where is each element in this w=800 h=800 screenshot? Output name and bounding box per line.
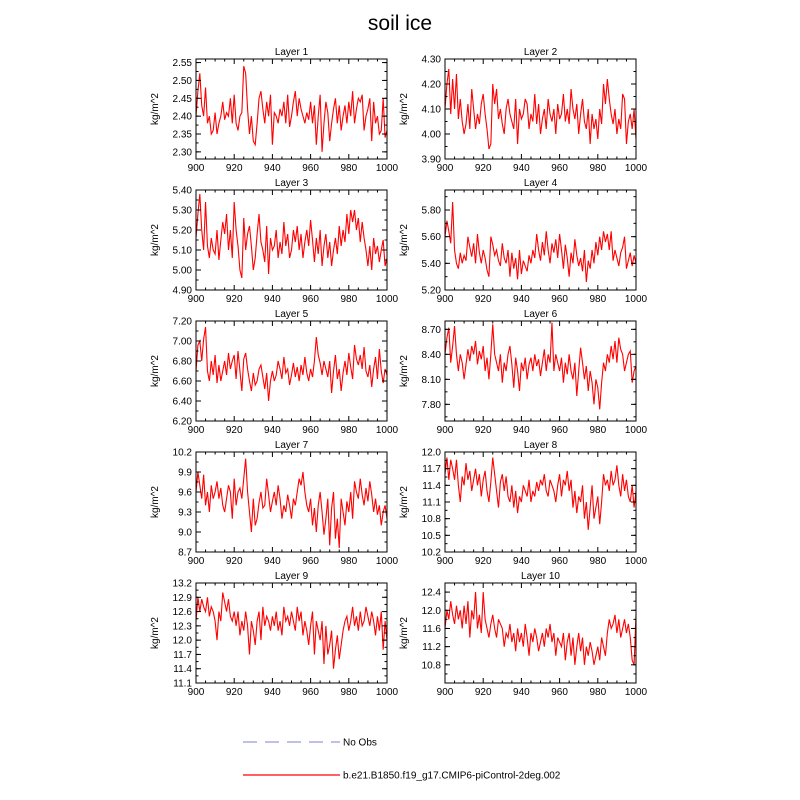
- x-tick-label: 960: [302, 687, 319, 698]
- chart-panel-6: [399, 309, 648, 436]
- y-tick-label: 11.2: [422, 642, 441, 654]
- chart-panel-8: [399, 440, 648, 567]
- y-tick-label: 5.10: [172, 245, 192, 257]
- x-tick-label: 1000: [375, 556, 399, 567]
- y-axis-label: kg/m^2: [150, 93, 161, 125]
- x-tick-label: 900: [436, 294, 454, 305]
- panel-title: Layer 5: [274, 309, 309, 320]
- y-tick-label: 4.90: [172, 285, 192, 297]
- x-tick-label: 940: [513, 163, 530, 174]
- chart-panel-10: [399, 571, 648, 698]
- y-tick-label: 5.60: [421, 232, 441, 244]
- x-tick-label: 920: [225, 294, 243, 305]
- panel-title: Layer 8: [523, 440, 558, 451]
- y-axis-label: kg/m^2: [399, 93, 410, 125]
- x-tick-label: 980: [340, 687, 358, 698]
- y-tick-label: 2.50: [172, 75, 192, 87]
- series-line-1: [196, 593, 387, 669]
- x-tick-label: 1000: [375, 163, 399, 174]
- x-tick-label: 920: [474, 687, 492, 698]
- y-axis-label: kg/m^2: [150, 486, 161, 518]
- x-tick-label: 920: [225, 163, 243, 174]
- y-tick-label: 12.0: [172, 635, 192, 647]
- plot-frame: [196, 583, 387, 683]
- x-tick-label: 960: [551, 425, 568, 436]
- y-tick-label: 12.0: [421, 605, 441, 617]
- x-tick-label: 900: [436, 425, 454, 436]
- y-tick-label: 2.45: [172, 93, 192, 105]
- y-tick-label: 4.00: [421, 129, 441, 141]
- x-tick-label: 1000: [375, 425, 399, 436]
- chart-panel-4: [399, 178, 648, 305]
- y-tick-label: 9.3: [178, 507, 192, 519]
- panel-title: Layer 6: [523, 309, 558, 320]
- y-tick-label: 10.8: [421, 660, 441, 672]
- x-tick-label: 960: [551, 294, 568, 305]
- y-tick-label: 13.2: [172, 578, 192, 590]
- legend: [243, 738, 561, 782]
- legend-label-2: b.e21.B1850.f19_g17.CMIP6-piControl-2deg.002: [343, 770, 561, 782]
- x-tick-label: 960: [302, 425, 319, 436]
- chart-panel-9: [150, 571, 399, 698]
- x-tick-label: 920: [474, 425, 492, 436]
- y-tick-label: 2.35: [172, 129, 192, 141]
- plot-frame: [196, 59, 387, 159]
- series-line-1: [196, 459, 387, 548]
- y-tick-label: 5.20: [172, 225, 192, 237]
- x-tick-label: 920: [225, 425, 243, 436]
- series-line-1: [445, 458, 636, 530]
- plot-frame: [445, 452, 636, 552]
- x-tick-label: 960: [551, 163, 568, 174]
- x-tick-label: 900: [436, 687, 454, 698]
- y-tick-label: 11.1: [422, 497, 441, 509]
- y-tick-label: 8.10: [421, 374, 441, 386]
- panel-title: Layer 9: [274, 571, 309, 582]
- panel-title: Layer 7: [274, 440, 309, 451]
- y-tick-label: 6.40: [172, 396, 192, 408]
- y-tick-label: 2.30: [172, 147, 192, 159]
- y-tick-label: 4.10: [421, 104, 441, 116]
- plot-frame: [196, 190, 387, 290]
- series-line-1: [445, 323, 636, 410]
- panel-title: Layer 10: [521, 571, 560, 582]
- x-tick-label: 940: [264, 294, 281, 305]
- x-tick-label: 980: [340, 163, 358, 174]
- x-tick-label: 960: [302, 163, 319, 174]
- x-tick-label: 940: [264, 687, 281, 698]
- x-tick-label: 900: [187, 556, 205, 567]
- y-tick-label: 3.90: [421, 154, 441, 166]
- y-tick-label: 11.7: [173, 649, 192, 661]
- y-axis-label: kg/m^2: [399, 355, 410, 387]
- y-axis-label: kg/m^2: [150, 224, 161, 256]
- y-tick-label: 9.0: [178, 527, 192, 539]
- x-tick-label: 900: [187, 294, 205, 305]
- x-tick-label: 940: [513, 687, 530, 698]
- y-tick-label: 6.80: [172, 356, 192, 368]
- y-tick-label: 7.80: [421, 399, 441, 411]
- series-line-1: [445, 202, 636, 282]
- x-tick-label: 980: [340, 425, 358, 436]
- x-tick-label: 980: [340, 556, 358, 567]
- x-tick-label: 900: [436, 163, 454, 174]
- x-tick-label: 980: [589, 294, 607, 305]
- x-tick-label: 980: [589, 425, 607, 436]
- y-axis-label: kg/m^2: [150, 355, 161, 387]
- y-tick-label: 9.6: [178, 487, 192, 499]
- panel-title: Layer 4: [523, 178, 558, 189]
- panel-title: Layer 2: [523, 47, 558, 58]
- y-axis-label: kg/m^2: [150, 617, 161, 649]
- x-tick-label: 1000: [375, 294, 399, 305]
- x-tick-label: 940: [264, 425, 281, 436]
- y-tick-label: 11.4: [422, 480, 441, 492]
- y-axis-label: kg/m^2: [399, 486, 410, 518]
- series-line-1: [445, 69, 636, 149]
- panel-title: Layer 1: [274, 47, 309, 58]
- x-tick-label: 980: [340, 294, 358, 305]
- x-tick-label: 920: [474, 163, 492, 174]
- chart-panel-1: [150, 47, 399, 174]
- y-tick-label: 10.2: [421, 547, 441, 559]
- y-axis-label: kg/m^2: [399, 617, 410, 649]
- y-tick-label: 5.20: [421, 285, 441, 297]
- figure-title: soil ice: [367, 12, 433, 35]
- y-tick-label: 11.7: [422, 464, 441, 476]
- plot-frame: [445, 190, 636, 290]
- x-tick-label: 900: [187, 163, 205, 174]
- x-tick-label: 920: [474, 294, 492, 305]
- x-tick-label: 960: [302, 556, 319, 567]
- x-tick-label: 900: [187, 425, 205, 436]
- x-tick-label: 1000: [624, 294, 648, 305]
- chart-panel-5: [150, 309, 399, 436]
- y-tick-label: 11.1: [173, 678, 192, 690]
- y-tick-label: 4.20: [421, 79, 441, 91]
- y-tick-label: 5.40: [421, 258, 441, 270]
- y-tick-label: 2.40: [172, 111, 192, 123]
- y-tick-label: 6.60: [172, 376, 192, 388]
- x-tick-label: 1000: [624, 687, 648, 698]
- series-line-1: [196, 327, 387, 401]
- legend-label-1: No Obs: [343, 737, 377, 749]
- y-tick-label: 9.9: [178, 467, 192, 479]
- y-tick-label: 5.00: [172, 265, 192, 277]
- y-tick-label: 4.30: [421, 54, 441, 66]
- panel-title: Layer 3: [274, 178, 309, 189]
- y-axis-label: kg/m^2: [399, 224, 410, 256]
- chart-panel-2: [399, 47, 648, 174]
- y-tick-label: 12.4: [421, 587, 441, 599]
- y-tick-label: 8.40: [421, 349, 441, 361]
- y-tick-label: 10.2: [172, 447, 192, 459]
- y-tick-label: 12.0: [421, 447, 441, 459]
- x-tick-label: 900: [187, 687, 205, 698]
- x-tick-label: 1000: [375, 687, 399, 698]
- y-tick-label: 12.9: [172, 592, 192, 604]
- panels-group: [150, 47, 648, 698]
- x-tick-label: 940: [264, 163, 281, 174]
- plot-frame: [196, 452, 387, 552]
- x-tick-label: 960: [302, 294, 319, 305]
- y-tick-label: 2.55: [172, 58, 192, 70]
- plot-frame: [445, 321, 636, 421]
- y-tick-label: 5.80: [421, 205, 441, 217]
- y-tick-label: 7.20: [172, 316, 192, 328]
- y-tick-label: 11.4: [173, 664, 192, 676]
- y-tick-label: 5.40: [172, 185, 192, 197]
- x-tick-label: 980: [589, 687, 607, 698]
- chart-panel-7: [150, 440, 399, 567]
- y-tick-label: 5.30: [172, 205, 192, 217]
- series-line-1: [196, 194, 387, 278]
- x-tick-label: 960: [551, 556, 568, 567]
- x-tick-label: 940: [264, 556, 281, 567]
- x-tick-label: 940: [513, 294, 530, 305]
- y-tick-label: 12.6: [172, 607, 192, 619]
- x-tick-label: 980: [589, 163, 607, 174]
- series-line-1: [445, 592, 636, 665]
- x-tick-label: 940: [513, 425, 530, 436]
- x-tick-label: 980: [589, 556, 607, 567]
- x-tick-label: 960: [551, 687, 568, 698]
- x-tick-label: 920: [474, 556, 492, 567]
- y-tick-label: 6.20: [172, 416, 192, 428]
- y-tick-label: 10.5: [421, 530, 441, 542]
- x-tick-label: 1000: [624, 556, 648, 567]
- series-line-1: [196, 66, 387, 152]
- x-tick-label: 920: [225, 556, 243, 567]
- x-tick-label: 920: [225, 687, 243, 698]
- y-tick-label: 8.70: [421, 324, 441, 336]
- y-tick-label: 7.00: [172, 336, 192, 348]
- y-tick-label: 11.6: [422, 623, 441, 635]
- y-tick-label: 8.7: [178, 547, 192, 559]
- chart-panel-3: [150, 178, 399, 305]
- x-tick-label: 940: [513, 556, 530, 567]
- y-tick-label: 12.3: [172, 621, 192, 633]
- x-tick-label: 900: [436, 556, 454, 567]
- x-tick-label: 1000: [624, 425, 648, 436]
- x-tick-label: 1000: [624, 163, 648, 174]
- y-tick-label: 10.8: [421, 514, 441, 526]
- plot-frame: [196, 321, 387, 421]
